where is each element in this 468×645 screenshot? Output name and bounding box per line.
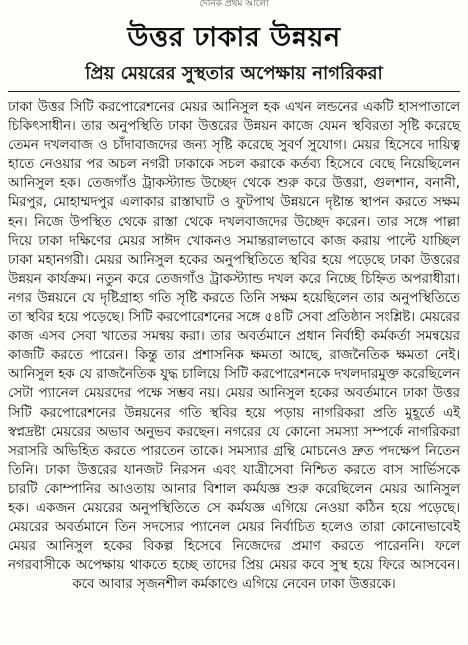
divider-rule	[8, 91, 460, 92]
article-body: ঢাকা উত্তর সিটি করপোরেশনের মেয়র আনিসুল হক এখন লন্ডনের একটি হাসপাতালে চিকিৎসাধীন। তার অনুপস্থিতি ঢাকা উত্তরের উন্নয়ন কাজে যেমন স্থবিরতা সৃষ্টি করেছে তেমন দখলবাজ ও চাঁদাবাজদের জন্য সৃষ্টি করেছে সুবর্ণ সুযোগ। মেয়র হিসেবে দায়িত্ব হাতে নেওয়ার পর অচল নগরী ঢাকাকে সচল করাকে কর্তব্য হিসেবে বেছে নিয়েছিলেন আনিসুল হক। তেজগাঁও ট্রাকস্ট্যান্ড উচ্ছেদ থেকে শুরু করে উত্তরা, গুলশান, বনানী, মিরপুর, মোহাম্মদপুর এলাকার রাস্তাঘাট ও ফুটপাথ উন্নয়নে দৃষ্টান্ত স্থাপন করতে সক্ষম হন। নিজে উপস্থিত থেকে রাস্তা থেকে দখলবাজদের উচ্ছেদ করেন। তার সঙ্গে পাল্লা দিয়ে ঢাকা দক্ষিণের মেয়র সাঈদ খোকনও সমান্তরালভাবে কাজ করায় পাল্টে যাচ্ছিল ঢাকা মহানগরী। মেয়র আনিসুল হকের অনুপস্থিতিতে স্থবির হয়ে পড়েছে ঢাকা উত্তরের উন্নয়ন কার্যক্রম। নতুন করে তেজগাঁও ট্রাকস্ট্যান্ড দখল করে নিচ্ছে চিহ্নিত অপরাধীরা। নগর উন্নয়নে যে দৃষ্টিগ্রাহ্য গতি সৃষ্টি করতে তিনি সক্ষম হয়েছিলেন তার অনুপস্থিতিতে তা স্থবির হয়ে পড়েছে। সিটি করপোরেশনের সঙ্গে ৫৪টি সেবা প্রতিষ্ঠান সংশ্লিষ্ট। মেয়রের কাজ এসব সেবা খাতের সমন্বয় করা। তার অবর্তমানে প্রধান নির্বাহী কর্মকর্তা সমন্বয়ের কাজটি করতে পারেন। কিন্তু তার প্রশাসনিক ক্ষমতা আছে, রাজনৈতিক ক্ষমতা নেই। আনিসুল হক যে রাজনৈতিক যুদ্ধ চালিয়ে সিটি করপোরেশনকে দখলদারমুক্ত করেছিলেন সেটা প্যানেল মেয়রদের পক্ষে সম্ভব নয়। মেয়র আনিসুল হকের অবর্তমানে ঢাকা উত্তর সিটি করপোরেশনের উন্নয়নের গতি স্থবির হয়ে পড়ায় নাগরিকরা প্রতি মুহূর্তে এই স্বপ্নদ্রষ্টা মেয়রের অভাব অনুভব করছেন। নগরের যে কোনো সমস্যা সম্পর্কে নাগরিকরা সরাসরি অভিহিত করতে পারতেন তাকে। সমস্যার গ্রন্থি মোচনেও দ্রুত পদক্ষেপ নিতেন তিনি। ঢাকা উত্তরের যানজট নিরসন এবং যাত্রীসেবা নিশ্চিত করতে বাস সার্ভিসকে চারটি কোম্পানির আওতায় আনার বিশাল কর্মযজ্ঞ শুরু করেছিলেন মেয়র আনিসুল হক। একজন মেয়রের অনুপস্থিতিতে সে কর্মযজ্ঞ এগিয়ে নেওয়া কঠিন হয়ে পড়েছে। মেয়রের অবর্তমানে তিন সদস্যের প্যানেল মেয়র নির্বাচিত হলেও তারা কোনোভাবেই মেয়র আনিসুল হকের বিকল্প হিসেবে নিজেদের প্রমাণ করতে পারেননি। ফলে নগরবাসীকে অপেক্ষায় থাকতে হচ্ছে তাদের প্রিয় মেয়র কবে সুস্থ হয়ে ফিরে আসবেন। কবে আবার সৃজনশীল কর্মকাণ্ডে এগিয়ে নেবেন ঢাকা উত্তরকে।	[8, 100, 460, 593]
subheadline: প্রিয় মেয়রের সুস্থতার অপেক্ষায় নাগরিকরা	[85, 63, 383, 84]
headline: উত্তর ঢাকার উন্নয়ন	[127, 22, 341, 53]
page-header-strip: দৈনিক প্রথম আলো	[199, 0, 269, 8]
